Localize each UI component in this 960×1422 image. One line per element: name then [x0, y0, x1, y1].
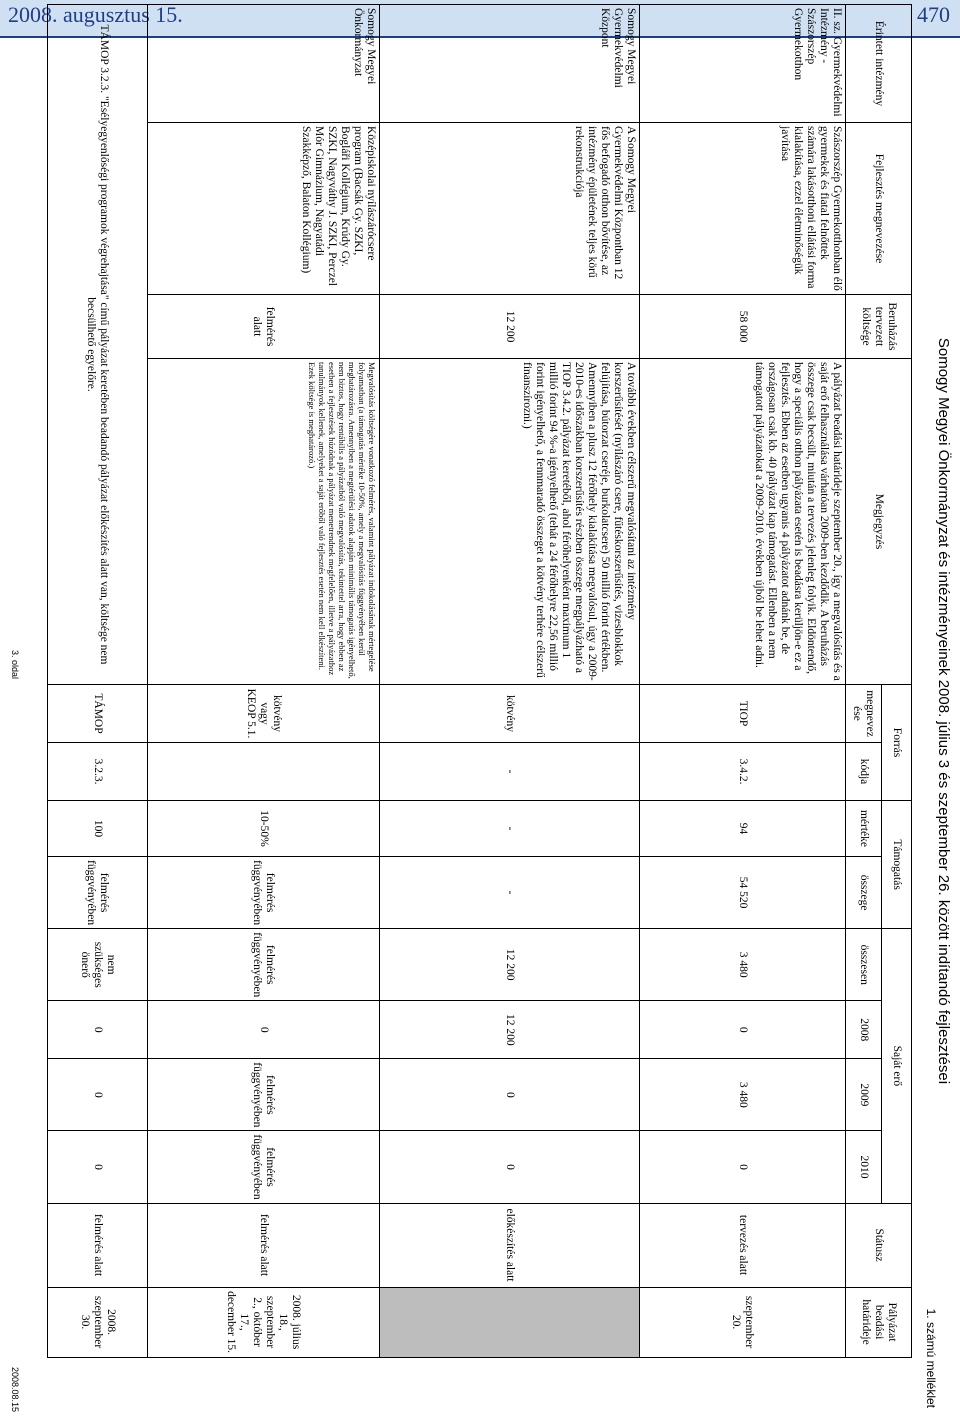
col-cost: Beruházás tervezett költsége	[846, 295, 912, 359]
row-name: Szászorszép Gyermekotthonban élő gyermekek és fiatal felnőttek számára lakásotthoni ellátási forma kialakítása, ezzel életminőségük javítása	[640, 123, 846, 295]
row-2008: 0	[148, 1001, 380, 1059]
row-institution: Somogy Megyei Gyermekvédelmi Központ	[380, 5, 640, 123]
col-source-name: megnevez ése	[846, 685, 882, 743]
row-cost: felmérés alatt	[148, 295, 380, 359]
row-2010: felmérés függvényében	[148, 1131, 380, 1203]
col-deadline: Pályázat beadási határideje	[846, 1287, 912, 1357]
row-note: Megvalósítás költségére vonatkozó felmérés, valamint pályázat indokolásának mértegelése folyamatban (a támogatás mértéke 10-50%, amely a megvalósítás függvényében kerül meghatározásra. Amennyiben a megtérülési adatok alapján minimális támogatás igényelhető, nem biztos, hogy rentábilis a pályázatból való megvalósítás, tekintettel arra, hogy ebben az esetben a fejlesztések húzódnak a pályázat menetrendnek megfelelően, illetve a pályázathoz tanulmányok kellenek, amelyeket a saját erőből való fejlesztés esetén nem kell elkészíteni. Ezek költsége is meghatározó.)	[148, 359, 380, 685]
col-support-amount: összege	[846, 857, 882, 929]
col-source-code: kódja	[846, 743, 882, 801]
development-table	[47, 4, 912, 1358]
col-source: Forrás	[882, 685, 912, 801]
row-deadline: szeptember 20.	[640, 1287, 846, 1357]
col-name: Fejlesztés megnevezése	[846, 123, 912, 295]
table-row	[640, 5, 846, 1358]
col-own-total: összesen	[846, 929, 882, 1001]
row-source-code	[148, 743, 380, 801]
row-2009: felmérés függvényében	[148, 1059, 380, 1131]
row-support-rate: 94	[640, 801, 846, 857]
row-institution: TÁMOP 3.2.3. "Esélyegyenlőségi programok végrehajtása" című pályázat keretében beadandó pályázat előkészítés alatt van, költsége nem becsülhető egyelőre.	[48, 5, 148, 685]
row-status: előkészítés alatt	[380, 1203, 640, 1287]
row-2010: 0	[48, 1131, 148, 1203]
row-source-code: 3.2.3.	[48, 743, 148, 801]
row-deadline	[380, 1287, 640, 1357]
table-row	[380, 5, 640, 1358]
row-support-amount: -	[380, 857, 640, 929]
row-deadline: 2008. július 18., szeptember 2., október 17., december 15.	[148, 1287, 380, 1357]
row-name: Középiskolai nyílászárócsere program (Bacsák Gy. SZKI, Bogláři Kollégium, Krúdy Gy. SZKI, Nagyváthy J. SZKI, Perczel Mór Gimnázium, Nagyatádi Szakképző, Balaton Kollégium)	[148, 123, 380, 295]
col-note: Megjegyzés	[846, 359, 912, 685]
row-2009: 0	[48, 1059, 148, 1131]
row-support-rate: 10-50%	[148, 801, 380, 857]
header-page-number: 470	[917, 2, 950, 27]
row-name: A Somogy Megyei Gyermekvédelmi Központban 12 fős befogadó otthon bővítése, az intézmény épületének teljes körű rekonstrukciója	[380, 123, 640, 295]
col-institution: Érintett intézmény	[846, 5, 912, 123]
row-own-total: 12 200	[380, 929, 640, 1001]
col-own: Saját erő	[882, 929, 912, 1203]
table-row	[148, 5, 380, 1358]
row-source-name: TÁMOP	[48, 685, 148, 743]
row-2008: 0	[640, 1001, 846, 1059]
row-own-total: felmérés függvényében	[148, 929, 380, 1001]
row-source-code: 3.4.2.	[640, 743, 846, 801]
row-institution: Somogy Megyei Önkormányzat	[148, 5, 380, 123]
col-2008: 2008	[846, 1001, 882, 1059]
row-support-amount: felmérés függvényében	[48, 857, 148, 929]
row-2009: 0	[380, 1059, 640, 1131]
footer-date: 2008.08.15	[10, 1366, 20, 1412]
row-support-rate: -	[380, 801, 640, 857]
row-source-name: TIOP	[640, 685, 846, 743]
row-2008: 12 200	[380, 1001, 640, 1059]
col-support: Támogatás	[882, 801, 912, 929]
row-2010: 0	[640, 1131, 846, 1203]
row-note: A további években célszerű megvalósítani az intézmény korszerűsítését (nyílászáró csere, fűtéskorszerűsítés, vizesblokkok felújítása, bútorzat cseréje, burkolatcsere) 50 millió forint értékben. Amennyiben a plusz 12 férőhely kialakítása megvalósul, úgy a 2009-2010-es időszakban korszerűsítés részben összege megpályázható a TIOP 3.4.2. pályázat keretéből, ahol férőhelyenként maximum 1 millió forint 94 %-a igényelhető (tehát a 24 férőhelyre 22,56 millió forint igényelhető, a fennmaradó összeget a kötvény terhére célszerű finanszírozni.)	[380, 359, 640, 685]
document-title: Somogy Megyei Önkormányzat és intézményeinek 2008. július 3 és szeptember 26. között indítandó fejlesztései	[935, 337, 952, 1085]
col-2009: 2009	[846, 1059, 882, 1131]
row-status: felmérés alatt	[48, 1203, 148, 1287]
header-date: 2008. augusztus 15.	[8, 2, 183, 27]
row-deadline: 2008. szeptember 30.	[48, 1287, 148, 1357]
row-own-total: 3 480	[640, 929, 846, 1001]
row-status: tervezés alatt	[640, 1203, 846, 1287]
row-support-rate: 100	[48, 801, 148, 857]
col-2010: 2010	[846, 1131, 882, 1203]
row-support-amount: 54 520	[640, 857, 846, 929]
table-row	[48, 5, 148, 1358]
col-support-rate: mértéke	[846, 801, 882, 857]
row-status: felmérés alatt	[148, 1203, 380, 1287]
row-2008: 0	[48, 1001, 148, 1059]
row-institution: II. sz. Gyermekvédelmi Intézmény - Szászorszép Gyermekotthon	[640, 5, 846, 123]
annex-label: 1. számú melléklet	[924, 1308, 938, 1408]
row-source-name: kötvény vagy KEOP 5.1.	[148, 685, 380, 743]
row-source-name: kötvény	[380, 685, 640, 743]
row-2009: 3 480	[640, 1059, 846, 1131]
row-2010: 0	[380, 1131, 640, 1203]
row-support-amount: felmérés függvényében	[148, 857, 380, 929]
row-source-code: -	[380, 743, 640, 801]
footer-page: 3. oldal	[10, 650, 20, 680]
col-status: Státusz	[846, 1203, 912, 1287]
row-note: A pályázat beadási határideje szeptember 20., így a megvalósítás és a saját erő felhasználása várhatóan 2009-ben kezdődik. A beruházás összege csak becsült, miután a tervezés jelenleg folyik. Eldöntendő, hogy a speciális otthon pályázata esetén is beadásra kerüljön-e ez a fejlesztés. Ebben az esetben ugyanis 4 pályázatot adnánk be, de országosan csak kb. 40 pályázat kap támogatást. Ellenben a nem támogatott pályázatokat a 2009-2010. években újból be lehet adni.	[640, 359, 846, 685]
row-cost: 12 200	[380, 295, 640, 359]
row-cost: 58 000	[640, 295, 846, 359]
row-own-total: nem szükséges önerő	[48, 929, 148, 1001]
